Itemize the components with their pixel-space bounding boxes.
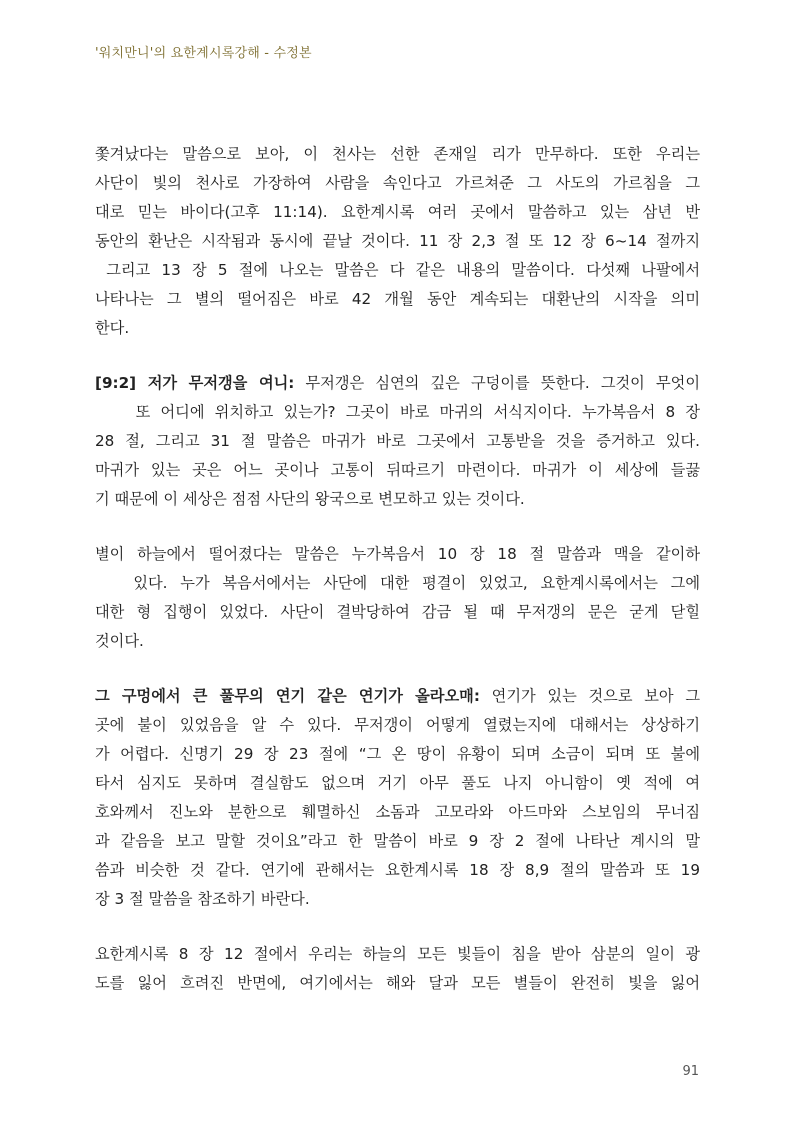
text-line: 가 어렵다. 신명기 29 장 23 절에 “그 온 땅이 유황이 되며 소금이 되며 또 불에 xyxy=(95,745,700,763)
paragraph xyxy=(95,940,700,998)
text-line: 곳에 불이 있었음을 알 수 있다. 무저갱이 어떻게 열렸는지에 대해서는 상상하기 xyxy=(95,716,700,734)
text-line: 사단이 빛의 천사로 가장하여 사람을 속인다고 가르쳐준 그 사도의 가르침을 그 xyxy=(95,174,700,192)
text-line: 것이다. xyxy=(95,632,144,650)
text-line: 장 3 절 말씀을 참조하기 바란다. xyxy=(95,890,310,908)
text-line: 그리고 13 장 5 절에 나오는 말씀은 다 같은 내용의 말씀이다. 다섯째 나팔에서 xyxy=(95,261,700,279)
text-line: 동안의 환난은 시작됨과 동시에 끝날 것이다. 11 장 2,3 절 또 12 장 6~14 절까지 xyxy=(95,232,700,250)
text-line: 도를 잃어 흐려진 반면에, 여기에서는 해와 달과 모든 별들이 완전히 빛을 잃어 xyxy=(95,974,700,992)
text-line: 과 같음을 보고 말할 것이요”라고 한 말씀이 바로 9 장 2 절에 나타난 계시의 말 xyxy=(95,832,700,850)
text-line: 기 때문에 이 세상은 점점 사단의 왕국으로 변모하고 있는 것이다. xyxy=(95,490,525,508)
page-number: 91 xyxy=(682,1064,699,1079)
verse-heading: 그 구멍에서 큰 풀무의 연기 같은 연기가 올라오매: xyxy=(95,687,480,705)
text-line: 호와께서 진노와 분한으로 훼멸하신 소돔과 고모라와 아드마와 스보임의 무너짐 xyxy=(95,803,700,821)
text-run: 연기가 있는 것으로 보아 그 xyxy=(479,687,700,705)
running-header: '워치만니'의 요한계시록강해 - 수정본 xyxy=(95,46,312,61)
text-line: 대로 믿는 바이다(고후 11:14). 요한계시록 여러 곳에서 말씀하고 있는 삼년 반 xyxy=(95,203,700,221)
text-line: 대한 형 집행이 있었다. 사단이 결박당하여 감금 될 때 무저갱의 문은 굳게 닫힐 xyxy=(95,603,700,621)
text-line: 마귀가 있는 곳은 어느 곳이나 고통이 뒤따르기 마련이다. 마귀가 이 세상에 들끓 xyxy=(95,461,700,479)
paragraph xyxy=(95,140,700,343)
text-line: 한다. xyxy=(95,319,130,337)
text-line: 별이 하늘에서 떨어졌다는 말씀은 누가복음서 10 장 18 절 말씀과 맥을 같이하 xyxy=(95,545,700,563)
text-line: 쫓겨났다는 말씀으로 보아, 이 천사는 선한 존재일 리가 만무하다. 또한 우리는 xyxy=(95,145,700,163)
paragraph xyxy=(95,369,700,514)
text-line: 나타나는 그 별의 떨어짐은 바로 42 개월 동안 계속되는 대환난의 시작을 의미 xyxy=(95,290,700,308)
text-line xyxy=(95,682,700,711)
text-line: 씀과 비슷한 것 같다. 연기에 관해서는 요한계시록 18 장 8,9 절의 말씀과 또 19 xyxy=(95,861,700,879)
text-line xyxy=(95,369,700,398)
document-body xyxy=(95,140,700,1024)
verse-heading: [9:2] 저가 무저갱을 여니: xyxy=(95,374,295,392)
text-line: 또 어디에 위치하고 있는가? 그곳이 바로 마귀의 서식지이다. 누가복음서 8 장 xyxy=(95,403,700,421)
paragraph xyxy=(95,540,700,656)
paragraph xyxy=(95,682,700,914)
text-line: 있다. 누가 복음서에서는 사단에 대한 평결이 있었고, 요한계시록에서는 그에 xyxy=(95,574,700,592)
text-line: 28 절, 그리고 31 절 말씀은 마귀가 바로 그곳에서 고통받을 것을 증거하고 있다. xyxy=(95,432,700,450)
text-line: 타서 심지도 못하며 결실함도 없으며 거기 아무 풀도 나지 아니함이 옛 적에 여 xyxy=(95,774,700,792)
text-line: 요한계시록 8 장 12 절에서 우리는 하늘의 모든 빛들이 침을 받아 삼분의 일이 광 xyxy=(95,945,700,963)
text-run: 무저갱은 심연의 깊은 구덩이를 뜻한다. 그것이 무엇이 xyxy=(294,374,700,392)
